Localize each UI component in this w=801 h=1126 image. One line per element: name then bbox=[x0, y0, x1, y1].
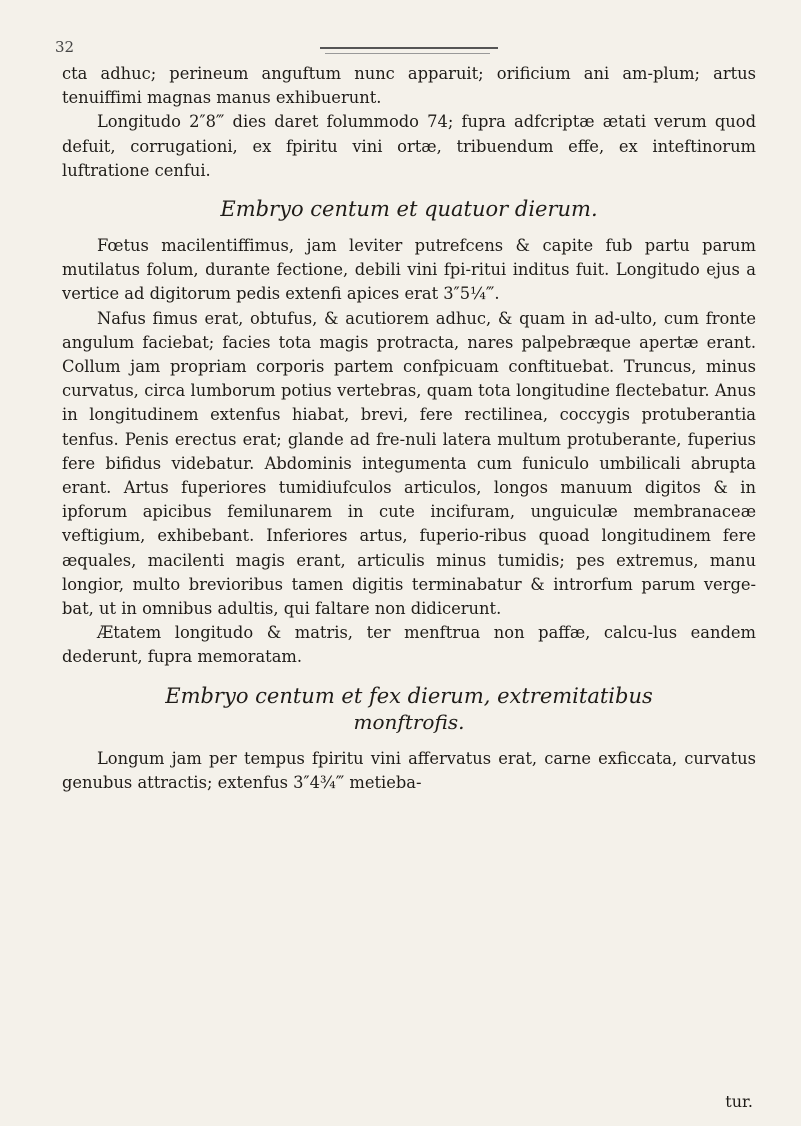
paragraph-continued: cta adhuc; perineum anguftum nunc apparuit; orificium ani am-plum; artus tenuiffimi magnas manus exhibuerunt. bbox=[62, 64, 756, 108]
body-text bbox=[62, 62, 756, 795]
paragraph-longum: Longum jam per tempus fpiritu vini affervatus erat, carne exficcata, curvatus genubus attractis; extenfus 3″4¾‴ metieba- bbox=[62, 748, 756, 792]
section-heading-104: Embryo centum et quatuor dierum. bbox=[220, 197, 598, 222]
section-heading-106-line1: Embryo centum et fex dierum, extremitatibus bbox=[165, 683, 653, 708]
page-number: 32 bbox=[55, 38, 75, 56]
catchword: tur. bbox=[725, 1092, 753, 1111]
header-rule-thin bbox=[325, 53, 490, 54]
paragraph-foetus: Fœtus macilentiffimus, jam leviter putrefcens & capite fub partu parum mutilatus folum, durante fectione, debili vini fpi-ritui inditus fuit. Longitudo ejus a vertice ad digitorum pedis extenfi apices erat 3″5¼‴. bbox=[62, 236, 756, 304]
header-rule bbox=[320, 47, 498, 49]
paragraph-aetas: Ætatem longitudo & matris, ter menftrua non paffæ, calcu-lus eandem dederunt, fupra memoratam. bbox=[62, 623, 756, 667]
section-heading-106 bbox=[62, 683, 756, 735]
paragraph-description: Nafus fimus erat, obtufus, & acutiorem adhuc, & quam in ad-ulto, cum fronte angulum faciebat; facies tota magis protracta, nares palpebræque apertæ erant. Collum jam propriam corporis partem confpicuam conftituebat. Truncus, minus curvatus, circa lumborum potius vertebras, quam tota longitudine flectebatur. Anus in longitudinem extenfus hiabat, brevi, fere rectilinea, coccygis protuberantia tenfus. Penis erectus erat; glande ad fre-nuli latera multum protuberante, fuperius fere bifidus videbatur. Abdominis integumenta cum funiculo umbilicali abrupta erant. Artus fuperiores tumidiufculos articulos, longos manuum digitos & in ipforum apicibus femilunarem in cute incifuram, unguiculæ membranaceæ veftigium, exhibebant. Inferiores artus, fuperio-ribus quoad longitudinem fere æquales, macilenti magis erant, articulis minus tumidis; pes extremus, manu longior, multo brevioribus tamen digitis terminabatur & introrfum parum verge-bat, ut in omnibus adultis, qui faltare non didicerunt. bbox=[62, 308, 756, 619]
section-heading-106-line2: monftrofis. bbox=[353, 709, 465, 734]
paragraph-length: Longitudo 2″8‴ dies daret folummodo 74; fupra adfcriptæ ætati verum quod defuit, corrugationi, ex fpiritu vini ortæ, tribuendum effe, ex inteftinorum luftratione cenfui. bbox=[62, 112, 756, 180]
